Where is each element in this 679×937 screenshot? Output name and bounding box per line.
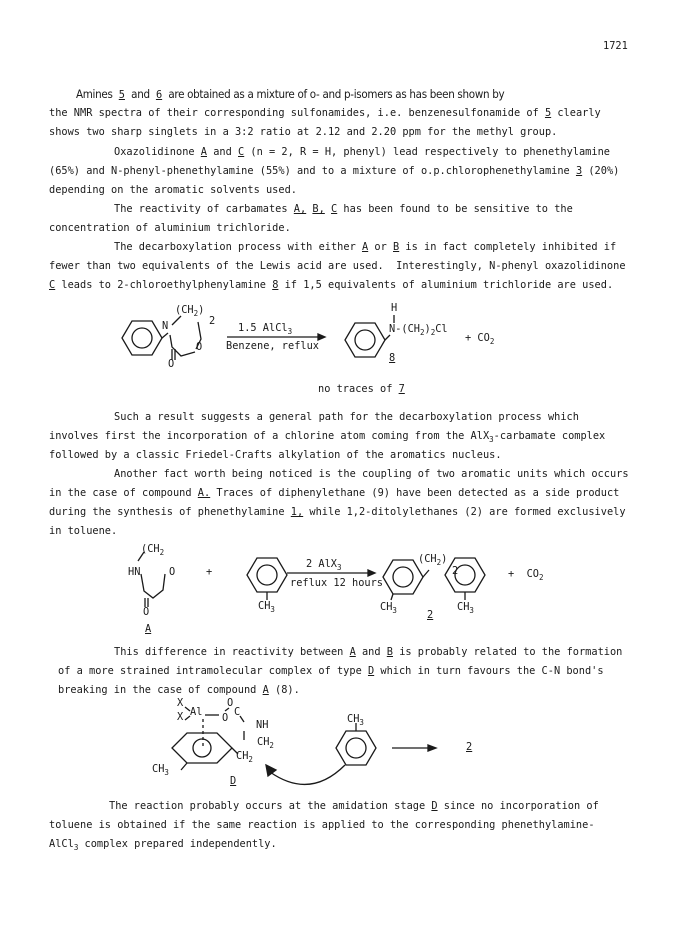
paragraph-4-line-1: The decarboxylation process with either A or B is in fact completely inhibited if [114, 241, 617, 253]
scheme-2-product-label: 2 [427, 609, 434, 621]
scheme-3-x2: X [177, 711, 184, 723]
scheme-2-co2: + $CO_2$ [508, 568, 544, 582]
scheme-2-product-ch2: $(CH_2)$ [418, 553, 448, 567]
paragraph-5-line-3: followed by a classic Friedel-Crafts alkylation of the aromatics nucleus. [49, 449, 502, 461]
scheme-1-h-atom: H [391, 302, 398, 314]
paragraph-2-line-1: Oxazolidinone A and C (n = 2, R = H, phenyl) lead respectively to phenethylamine [114, 146, 610, 158]
paragraph-7-line-3: breaking in the case of compound A (8). [58, 684, 300, 696]
scheme-1-product: $N-(CH_2)_2Cl$ [389, 323, 448, 337]
scheme-2-product-n: 2 [452, 565, 459, 577]
benzene-ring-6 [172, 733, 232, 763]
paragraph-6-line-2: in the case of compound A. Traces of diphenylethane (9) have been detected as a side product [49, 487, 620, 499]
scheme-1-co2: + $CO_2$ [465, 332, 495, 346]
paragraph-7-line-1: This difference in reactivity between A and B is probably related to the formation [114, 646, 623, 658]
aromatic-circle-6 [193, 739, 211, 757]
page-number: 1721 [603, 40, 628, 52]
scheme-1-no-traces: no traces of 7 [318, 383, 405, 395]
scheme-2-conditions: reflux 12 hours [290, 577, 383, 589]
paragraph-2-line-3: depending on the aromatic solvents used. [49, 184, 297, 196]
scheme-3-ch2-a: $CH_2$ [257, 736, 274, 750]
scheme-2-ch2-group: ($CH_2$ [141, 543, 165, 557]
aromatic-circle-3 [257, 565, 277, 585]
paragraph-1-line-3: shows two sharp singlets in a 3:2 ratio at 2.12 and 2.20 ppm for the methyl group. [49, 126, 558, 138]
scheme-2-carbonyl-o: O [143, 606, 150, 618]
scheme-2-hn: HN [128, 566, 141, 578]
scheme-2-plus: + [206, 566, 213, 578]
benzene-ring-4 [383, 560, 423, 594]
benzene-ring-5 [445, 558, 485, 592]
scheme-2-ring-o: O [169, 566, 176, 578]
curved-arrow [270, 765, 345, 784]
aromatic-circle-1 [132, 328, 152, 348]
benzene-ring-2 [345, 323, 385, 357]
paragraph-8-line-1: The reaction probably occurs at the amidation stage D since no incorporation of [109, 800, 599, 812]
scheme-1-ch2-group: $(CH_2)$ [175, 304, 205, 318]
paragraph-6-line-3: during the synthesis of phenethylamine 1, while 1,2-ditolylethanes (2) are formed exclusively [49, 506, 626, 518]
scheme-2-toluene-ch3: $CH_3$ [258, 600, 275, 614]
paragraph-8-line-3: AlCl$_3$ complex prepared independently. [49, 838, 277, 852]
scheme-1-conditions: Benzene, reflux [226, 340, 319, 352]
scheme-2-reagent: 2 AlX$_3$ [306, 558, 342, 572]
benzene-ring-7 [336, 731, 376, 765]
paragraph-5-line-2: involves first the incorporation of a chlorine atom coming from the AlX$_3$-carbamate complex [49, 430, 606, 444]
aromatic-circle-7 [346, 738, 366, 758]
scheme-3-product: 2 [466, 741, 473, 753]
paragraph-1-line-2: the NMR spectra of their corresponding sulfonamides, i.e. benzenesulfonamide of 5 clearly [49, 107, 601, 119]
paragraph-4-line-3: C leads to 2-chloroethylphenylamine 8 if 1,5 equivalents of aluminium trichloride are used. [49, 279, 614, 291]
scheme-3-ch2-b: $CH_2$ [236, 750, 253, 764]
scheme-3-label-d: D [230, 775, 237, 787]
paragraph-1-line-1: Amines 5 and 6 are obtained as a mixture of o- and p-isomers as has been shown by [76, 87, 505, 101]
paragraph-7-line-2: of a more strained intramolecular complex of type D which in turn favours the C-N bond's [58, 665, 604, 677]
scheme-2-product-ch3-right: $CH_3$ [457, 601, 474, 615]
scheme-1-product-label: 8 [389, 352, 396, 364]
aromatic-circle-2 [355, 330, 375, 350]
paragraph-8-line-2: toluene is obtained if the same reaction is applied to the corresponding phenethylamine- [49, 819, 595, 831]
paragraph-6-line-1: Another fact worth being noticed is the coupling of two aromatic units which occurs [114, 468, 629, 480]
paragraph-6-line-4: in toluene. [49, 525, 118, 537]
paragraph-4-line-2: fewer than two equivalents of the Lewis acid are used. Interestingly, N-phenyl oxazolidinone [49, 260, 626, 272]
scheme-3-o-top: O [227, 697, 234, 709]
scheme-1-ring-o: O [196, 341, 203, 353]
scheme-3-c: C [234, 706, 241, 718]
aromatic-circle-4 [393, 567, 413, 587]
benzene-ring-3 [247, 558, 287, 592]
scheme-1-n-atom: N [162, 320, 169, 332]
scheme-3-ch3-left: $CH_3$ [152, 763, 169, 777]
scheme-3-nh: NH [256, 719, 269, 731]
scheme-1-ring-size: 2 [209, 315, 216, 327]
paragraph-3-line-2: concentration of aluminium trichloride. [49, 222, 291, 234]
scheme-3-o-bottom: O [222, 712, 229, 724]
scheme-2-label-a: A [145, 623, 152, 635]
paragraph-5-line-1: Such a result suggests a general path for the decarboxylation process which [114, 411, 579, 423]
scheme-1-carbonyl-o: O [168, 358, 175, 370]
scheme-3-al: Al [190, 706, 203, 718]
benzene-ring-1 [122, 321, 162, 355]
scheme-2-product-ch3-left: $CH_3$ [380, 601, 397, 615]
paragraph-3-line-1: The reactivity of carbamates A, B, C has been found to be sensitive to the [114, 203, 573, 215]
paragraph-2-line-2: (65%) and N-phenyl-phenethylamine (55%) and to a mixture of o.p.chlorophenethylamine 3 (20%) [49, 165, 620, 177]
scheme-3-x1: X [177, 697, 184, 709]
scheme-1-reagent: 1.5 AlCl$_3$ [238, 322, 293, 336]
scheme-3-ch3-right: $CH_3$ [347, 713, 364, 727]
